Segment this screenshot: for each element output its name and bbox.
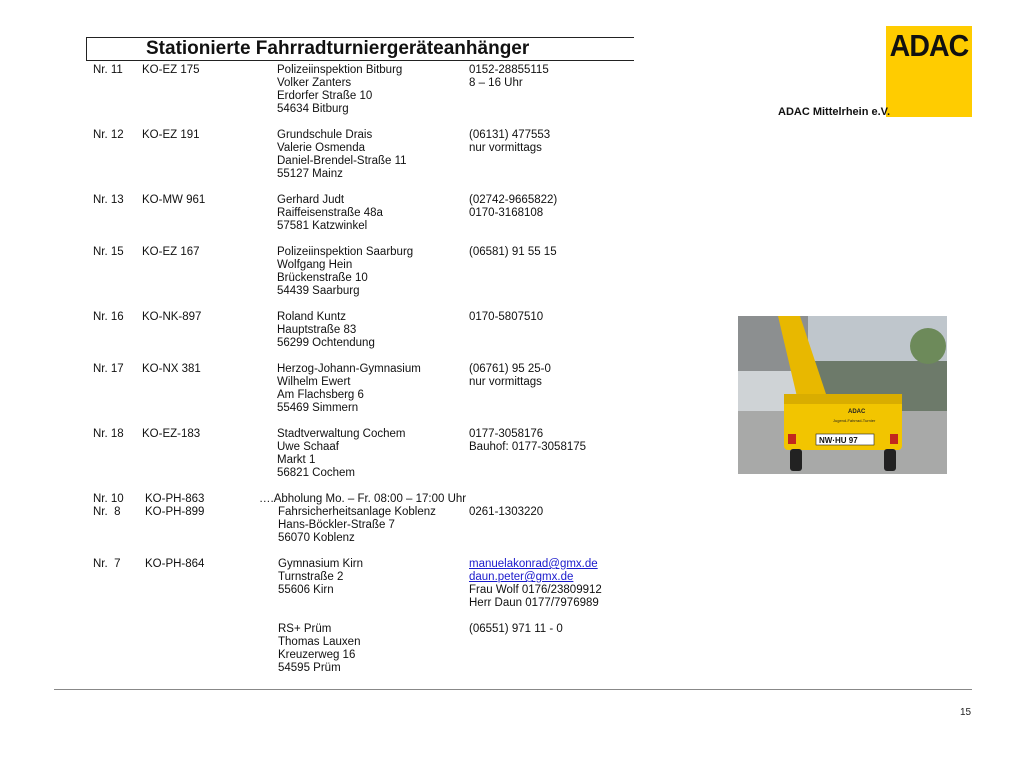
- entry-contact: Herr Daun 0177/7976989: [469, 597, 599, 609]
- entry-address-line: Uwe Schaaf: [277, 441, 340, 453]
- entry-contact: nur vormittags: [469, 376, 542, 388]
- logo-text: ADAC: [889, 28, 969, 63]
- entry-address-line: Wolfgang Hein: [277, 259, 353, 271]
- entry-address-line: Raiffeisenstraße 48a: [277, 207, 383, 219]
- footer-rule: [54, 689, 972, 690]
- entry-address-line: Hauptstraße 83: [277, 324, 357, 336]
- entry-contact: 0261-1303220: [469, 506, 544, 518]
- entry-plate: KO-PH-864: [145, 558, 205, 570]
- entry-address-line: Daniel-Brendel-Straße 11: [277, 155, 407, 167]
- trailer-sublabel: Jugend-Fahrrad-Turnier: [833, 418, 876, 423]
- entry-nr: Nr. 18: [93, 428, 124, 440]
- entry-nr: Nr. 17: [93, 363, 124, 375]
- entry-plate: KO-EZ-183: [142, 428, 201, 440]
- entry-address-line: Grundschule Drais: [277, 129, 373, 141]
- entry-address-line: Gymnasium Kirn: [278, 558, 363, 570]
- entry-nr: Nr. 7: [93, 558, 121, 570]
- entry-address-line: 56070 Koblenz: [278, 532, 355, 544]
- entry-address-line: Gerhard Judt: [277, 194, 345, 206]
- entry-plate: KO-MW 961: [142, 194, 206, 206]
- entry-nr: Nr. 10: [93, 493, 124, 505]
- entry-nr: Nr. 12: [93, 129, 124, 141]
- entry-contact: Bauhof: 0177-3058175: [469, 441, 587, 453]
- entry-address-line: 56299 Ochtendung: [277, 337, 375, 349]
- entry-plate: KO-NK-897: [142, 311, 202, 323]
- entry-address-line: 54439 Saarburg: [277, 285, 360, 297]
- entry-address-line: Stadtverwaltung Cochem: [277, 428, 406, 440]
- entry-address-line: 56821 Cochem: [277, 467, 355, 479]
- entry-address-line: 55127 Mainz: [277, 168, 343, 180]
- entry-plate: KO-NX 381: [142, 363, 201, 375]
- entry-address-line: Erdorfer Straße 10: [277, 90, 373, 102]
- entry-contact: 0170-5807510: [469, 311, 544, 323]
- entry-contact: (06581) 91 55 15: [469, 246, 557, 258]
- entry-address-line: Polizeiinspektion Bitburg: [277, 64, 403, 76]
- entry-contact: nur vormittags: [469, 142, 542, 154]
- page-number: 15: [960, 707, 972, 718]
- entry-address-line: Roland Kuntz: [277, 311, 347, 323]
- email-link[interactable]: manuelakonrad@gmx.de: [469, 558, 598, 570]
- entry-address-line: 57581 Katzwinkel: [277, 220, 368, 232]
- entry-nr: Nr. 11: [93, 64, 123, 76]
- trailer-label: ADAC: [848, 409, 866, 415]
- entry-address-line: Am Flachsberg 6: [277, 389, 364, 401]
- entry-contact: 0152-28855115: [469, 64, 549, 76]
- entry-plate: KO-EZ 167: [142, 246, 200, 258]
- entry-nr: Nr. 13: [93, 194, 124, 206]
- entry-address-line: Kreuzerweg 16: [278, 649, 356, 661]
- entry-contact: (06131) 477553: [469, 129, 551, 141]
- email-link[interactable]: daun.peter@gmx.de: [469, 571, 574, 583]
- page-title: Stationierte Fahrradturniergeräteanhänger: [146, 38, 530, 59]
- entry-address-line: Herzog-Johann-Gymnasium: [277, 363, 421, 375]
- entry-contact: Frau Wolf 0176/23809912: [469, 584, 602, 596]
- entry-contact: 0170-3168108: [469, 207, 544, 219]
- entry-plate: KO-PH-899: [145, 506, 205, 518]
- trailer-photo: [738, 316, 947, 474]
- entry-plate: KO-EZ 175: [142, 64, 200, 76]
- entry-contact: 0177-3058176: [469, 428, 544, 440]
- entry-address-line: Turnstraße 2: [278, 571, 344, 583]
- entry-address-line: Markt 1: [277, 454, 316, 466]
- entry-address-line: Hans-Böckler-Straße 7: [278, 519, 395, 531]
- entry-nr: Nr. 16: [93, 311, 124, 323]
- club-name: ADAC Mittelrhein e.V.: [778, 106, 891, 118]
- trailer-plate: NW·HU 97: [819, 436, 858, 445]
- entry-contact: (02742-9665822): [469, 194, 558, 206]
- entry-nr: Nr. 8: [93, 506, 121, 518]
- entry-address-line: Brückenstraße 10: [277, 272, 368, 284]
- pickup-note: ….Abholung Mo. – Fr. 08:00 – 17:00 Uhr: [259, 493, 467, 505]
- entry-address-line: 55606 Kirn: [278, 584, 334, 596]
- entry-address-line: RS+ Prüm: [278, 623, 332, 635]
- entry-address-line: Fahrsicherheitsanlage Koblenz: [278, 506, 436, 518]
- adac-logo: [886, 26, 972, 117]
- entry-contact: (06761) 95 25-0: [469, 363, 551, 375]
- entry-address-line: 55469 Simmern: [277, 402, 359, 414]
- entry-address-line: Wilhelm Ewert: [277, 376, 351, 388]
- entry-address-line: 54595 Prüm: [278, 662, 341, 674]
- entry-nr: Nr. 15: [93, 246, 124, 258]
- entry-address-line: Thomas Lauxen: [278, 636, 361, 648]
- entry-address-line: Polizeiinspektion Saarburg: [277, 246, 414, 258]
- entry-address-line: Volker Zanters: [277, 77, 352, 89]
- entry-address-line: 54634 Bitburg: [277, 103, 349, 115]
- entry-plate: KO-PH-863: [145, 493, 205, 505]
- trailer-photo-drawing: [738, 316, 947, 474]
- entry-contact: 8 – 16 Uhr: [469, 77, 523, 89]
- entry-address-line: Valerie Osmenda: [277, 142, 365, 154]
- entry-plate: KO-EZ 191: [142, 129, 200, 141]
- entry-contact: (06551) 971 11 - 0: [469, 623, 563, 635]
